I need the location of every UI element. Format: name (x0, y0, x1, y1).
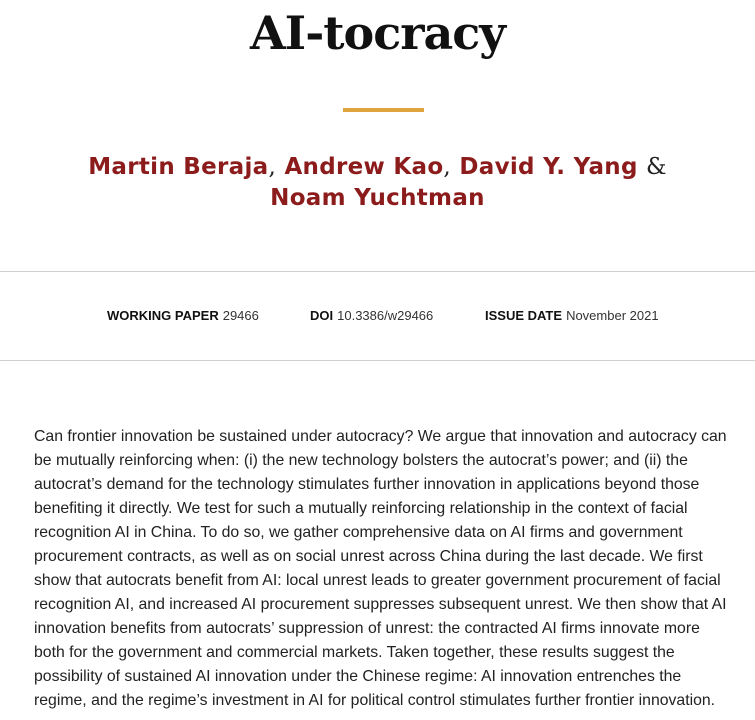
author-separator: , (268, 154, 277, 180)
author-link-yang[interactable]: David Y. Yang (459, 154, 638, 180)
author-separator-amp: & (646, 154, 667, 180)
paper-title: AI-tocracy (249, 6, 506, 60)
working-paper-number: 29466 (222, 308, 259, 323)
meta-divider-top (0, 271, 755, 272)
issue-date-value: November 2021 (566, 308, 659, 323)
author-list (60, 152, 695, 214)
issue-date-meta (485, 308, 659, 323)
working-paper-label: WORKING PAPER (107, 308, 219, 323)
doi-label: DOI (310, 308, 334, 323)
doi-value[interactable]: 10.3386/w29466 (337, 308, 434, 323)
issue-date-label: ISSUE DATE (485, 308, 563, 323)
title-accent-rule (343, 108, 424, 112)
author-link-kao[interactable]: Andrew Kao (284, 154, 444, 180)
abstract-text: Can frontier innovation be sustained under autocracy? We argue that innovation and autocracy can be mutually reinforcing when: (i) the new technology bolsters the autocrat’s power; and (ii) the autocrat’s demand for the technology stimulates further innovation in applications beyond those benefiting it directly. We test for such a mutually reinforcing relationship in the context of facial recognition AI in China. To do so, we gather comprehensive data on AI firms and government procurement contracts, as well as on social unrest across China during the last decade. We first show that autocrats benefit from AI: local unrest leads to greater government procurement of facial recognition AI, and increased AI procurement suppresses subsequent unrest. We then show that AI innovation benefits from autocrats’ suppression of unrest: the contracted AI firms innovate more both for the government and commercial markets. Taken together, these results suggest the possibility of sustained AI innovation under the Chinese regime: AI innovation entrenches the regime, and the regime’s investment in AI for political control stimulates further frontier innovation. (34, 428, 727, 709)
meta-divider-bottom (0, 360, 755, 361)
author-link-beraja[interactable]: Martin Beraja (88, 154, 269, 180)
working-paper-meta (107, 308, 259, 323)
author-separator: , (443, 154, 452, 180)
author-link-yuchtman[interactable]: Noam Yuchtman (270, 185, 485, 211)
doi-meta (310, 308, 433, 323)
